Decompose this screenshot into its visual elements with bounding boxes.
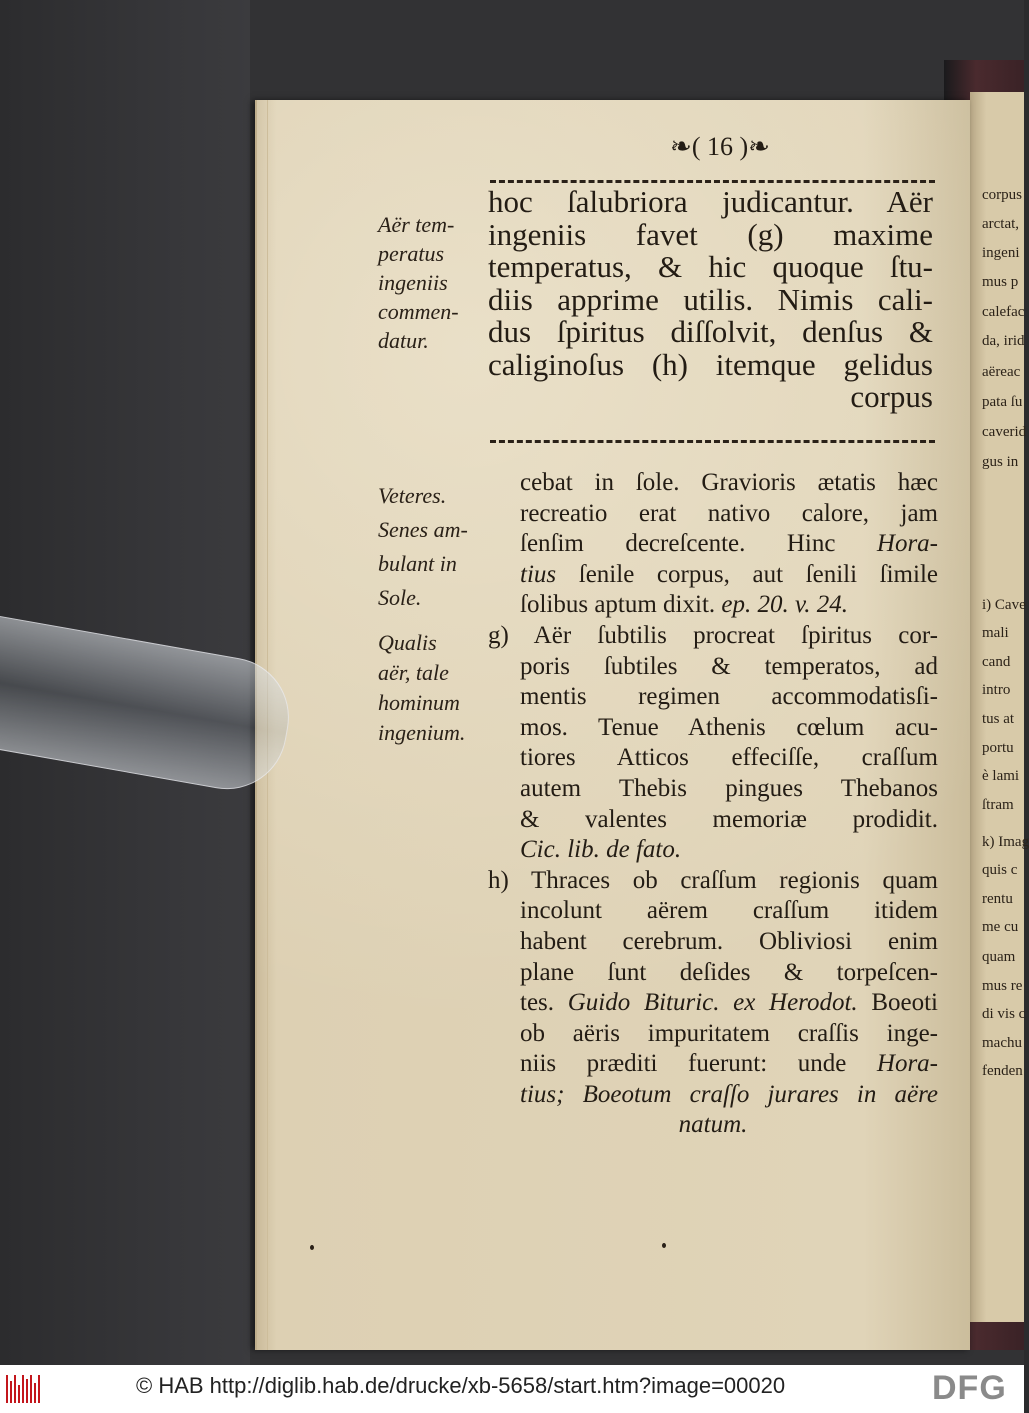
note-text: Boeoti [871, 989, 938, 1017]
main-line: ingeniis favet (g) maxime [488, 216, 933, 252]
main-line: diis apprime utilis. Nimis cali- [488, 281, 933, 317]
main-line: caliginoſus (h) itemque gelidus [488, 346, 933, 382]
adjacent-page-text: tus at [982, 711, 1015, 727]
note-line: cebat in ſole. Gravioris ætatis hæc [520, 469, 938, 496]
adjacent-page-text: fenden [982, 1063, 1023, 1079]
adjacent-page-text: portu [982, 740, 1014, 756]
adjacent-page-strip [970, 92, 1029, 1322]
note-line: tiores Atticos effeciſſe, craſſum [520, 744, 938, 772]
adjacent-page-text: mus re [982, 978, 1023, 994]
margin-line: Qualis [378, 630, 437, 655]
note-line [488, 1080, 938, 1111]
adjacent-page-text: corpus [982, 187, 1022, 203]
note-italic: tius [520, 560, 557, 588]
margin-line: Veteres. [378, 483, 447, 508]
note-line: ob aëris impuritatem craſſis inge- [520, 1019, 938, 1047]
margin-line: peratus [378, 241, 444, 266]
note-text: ſolibus aptum dixit. [520, 591, 716, 619]
adjacent-page-text: calefac [982, 304, 1025, 320]
main-line: hoc ſalubriora judicantur. Aër [488, 184, 933, 219]
note-text: ſenile corpus, aut ſenili ſimile [578, 560, 938, 588]
catchword: corpus [850, 379, 933, 414]
note-line: recreatio erat nativo calore, jam [520, 499, 938, 527]
adjacent-page-text: quam [982, 949, 1016, 965]
source-url[interactable]: © HAB http://diglib.hab.de/drucke/xb-5658/start.htm?image=00020 [136, 1373, 786, 1398]
adjacent-page-text: cand [982, 654, 1011, 670]
note-line: habent cerebrum. Obliviosi enim [520, 927, 938, 955]
note-line: autem Thebis pingues Thebanos [520, 774, 938, 802]
margin-line: bulant in [378, 551, 457, 576]
margin-line: Senes am- [378, 517, 468, 542]
adjacent-page-text: intro [982, 682, 1011, 698]
adjacent-page-text: machu [982, 1035, 1022, 1051]
adjacent-page-text: i) Cave [982, 597, 1026, 613]
adjacent-page-text: è lami [982, 768, 1020, 784]
adjacent-page-text: me cu [982, 919, 1019, 935]
note-line: mos. Tenue Athenis cœlum acu- [520, 713, 938, 741]
page-mark [310, 1245, 314, 1250]
adjacent-page-text: di vis c [982, 1006, 1026, 1022]
adjacent-page-text: k) Imag [982, 834, 1029, 850]
note-italic: Guido Bituric. ex Herodot. [567, 989, 858, 1017]
margin-note [378, 628, 498, 748]
note-line [488, 1049, 938, 1080]
page-header: ❧( 16 )❧ [670, 132, 770, 161]
note-italic: ep. 20. v. 24. [721, 591, 848, 619]
note-italic: Hora- [876, 530, 938, 558]
margin-note [378, 210, 488, 355]
note-text: niis præditi fuerunt: unde [520, 1050, 847, 1078]
note-italic: Hora- [876, 1050, 938, 1078]
adjacent-page-text: mali [982, 625, 1009, 641]
margin-line: ingenium. [378, 720, 466, 745]
note-line: Cic. lib. de fato. [520, 836, 682, 864]
note-line: & valentes memoriæ prodidit. [520, 805, 938, 833]
note-line: plane ſunt deſides & torpeſcen- [520, 958, 938, 986]
note-line: incolunt aërem craſſum itidem [520, 897, 938, 925]
note-line [488, 590, 938, 621]
dfg-logo: DFG [932, 1369, 1007, 1407]
note-line: g) Aër ſubtilis procreat ſpiritus cor- [488, 621, 938, 649]
adjacent-page-text: quis c [982, 862, 1018, 878]
page-mark [662, 1243, 666, 1248]
note-line: natum. [678, 1111, 748, 1139]
margin-line: Sole. [378, 585, 422, 610]
margin-line: commen- [378, 299, 459, 324]
footnote-rule [490, 440, 935, 443]
viewer-footer [0, 1365, 1024, 1413]
note-italic: tius; [520, 1080, 565, 1108]
margin-line: Aër tem- [378, 212, 455, 237]
note-line [488, 560, 938, 591]
footnotes [488, 468, 938, 1141]
margin-line: aër, tale [378, 660, 449, 685]
adjacent-page-text: rentu [982, 891, 1013, 907]
main-line: dus ſpiritus diſſolvit, denſus & [488, 314, 933, 349]
adjacent-page-text: ſtram [982, 797, 1014, 813]
note-line: mentis regimen accommodatisſi- [520, 683, 938, 711]
adjacent-page-text: ingeni [982, 245, 1020, 261]
note-line: poris ſubtiles & temperatos, ad [520, 652, 938, 680]
note-italic: Boeotum craſſo jurares in aëre [582, 1080, 939, 1108]
margin-line: hominum [378, 690, 460, 715]
adjacent-page-text: arctat, [982, 216, 1020, 232]
adjacent-page-text: da, irid [982, 333, 1025, 349]
header-rule [490, 180, 935, 183]
adjacent-page-text: aëreac [982, 364, 1021, 380]
adjacent-page-text: mus p [982, 274, 1019, 290]
note-line [488, 988, 938, 1019]
adjacent-page-text: caverid [982, 424, 1027, 440]
adjacent-page-text: pata ſu [982, 394, 1023, 410]
adjacent-page-text: gus in [982, 454, 1019, 470]
note-text: tes. [520, 989, 555, 1017]
margin-line: ingeniis [378, 270, 448, 295]
main-text [488, 186, 933, 414]
note-line: h) Thraces ob craſſum regionis quam [488, 866, 938, 894]
hab-logo-icon [6, 1375, 48, 1403]
main-line: temperatus, & hic quoque ſtu- [488, 249, 933, 284]
note-text: ſenſim decreſcente. Hinc [520, 530, 836, 558]
margin-note [378, 479, 498, 615]
note-line [488, 529, 938, 560]
margin-line: datur. [378, 328, 429, 353]
